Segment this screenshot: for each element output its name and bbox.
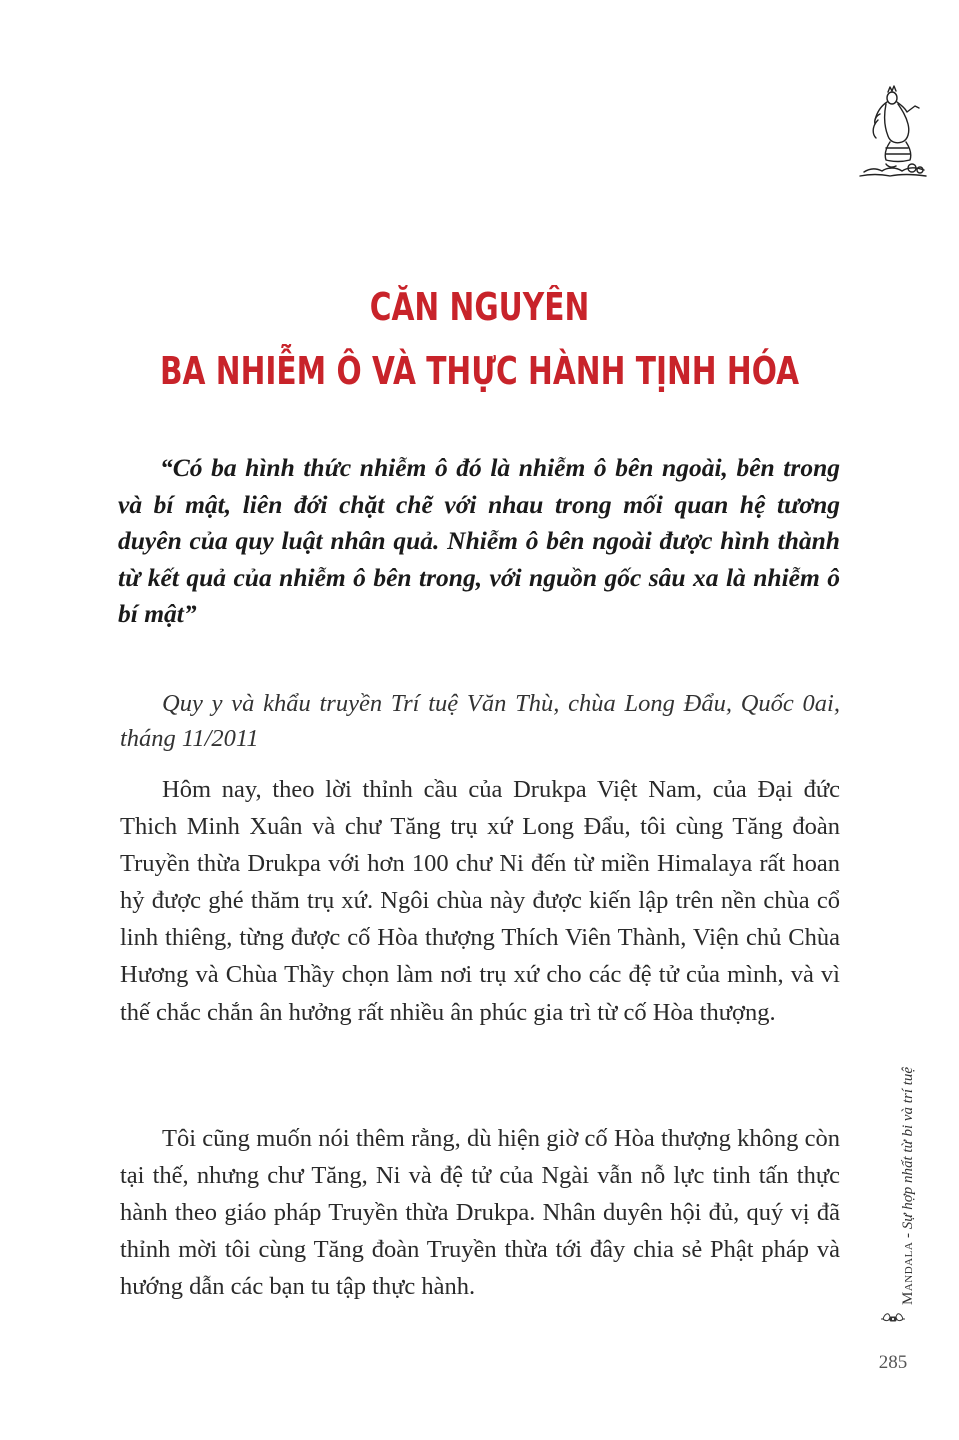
body-paragraph-2: Tôi cũng muốn nói thêm rằng, dù hiện giờ cố Hòa thượng không còn tại thế, nhưng chư Tăng, Ni và đệ tử của Ngài vẫn nỗ lực tinh tấn thực hành theo giáo pháp Truyền thừa Drukpa. Nhân duyên hội đủ, quý vị đã thỉnh mời tôi cùng Tăng đoàn Truyền thừa tới đây chia sẻ Phật pháp và hướng dẫn các bạn tu tập thực hành. [120,1125,840,1301]
chapter-title-line-1: CĂN NGUYÊN [369,285,590,329]
epigraph-source: Quy y và khẩu truyền Trí tuệ Văn Thù, chùa Long Đẩu, Quốc 0ai, tháng 11/2011 [120,690,840,752]
running-head-subtitle: Sự hợp nhất từ bi và trí tuệ [900,1066,916,1230]
epigraph-quote: “Có ba hình thức nhiễm ô đó là nhiễm ô bên ngoài, bên trong và bí mật, liên đới chặt chẽ với nhau trong mối quan hệ tương duyên của quy luật nhân quả. Nhiễm ô bên ngoài được hình thành từ kết quả của nhiễm ô bên trong, với nguồn gốc sâu xa là nhiễm ô bí mật” [118,453,840,628]
running-head [900,965,917,1305]
chapter-title-line-2: BA NHIỄM Ô VÀ THỰC HÀNH TỊNH HÓA [159,349,800,393]
running-head-separator: - [900,1229,916,1242]
body-paragraph-1: Hôm nay, theo lời thỉnh cầu của Drukpa Việt Nam, của Đại đức Thich Minh Xuân và chư Tăng trụ xứ Long Đẩu, tôi cùng Tăng đoàn Truyền thừa Drukpa với hơn 100 chư Ni đến từ miền Himalaya rất hoan hỷ được ghé thăm trụ xứ. Ngôi chùa này được kiến lập trên nền chùa cổ linh thiêng, từng được cố Hòa thượng Thích Viên Thành, Viện chủ Chùa Hương và Chùa Thầy chọn làm nơi trụ xứ cho các đệ tử của mình, và vì thế chắc chắn ân hưởng rất nhiều ân phúc gia trì từ cố Hòa thượng. [120,776,840,1026]
deity-illustration-icon [856,84,932,180]
page-number: 285 [878,1352,908,1373]
vajra-ornament-icon [880,1308,906,1330]
running-head-brand: Mandala [900,1241,916,1305]
